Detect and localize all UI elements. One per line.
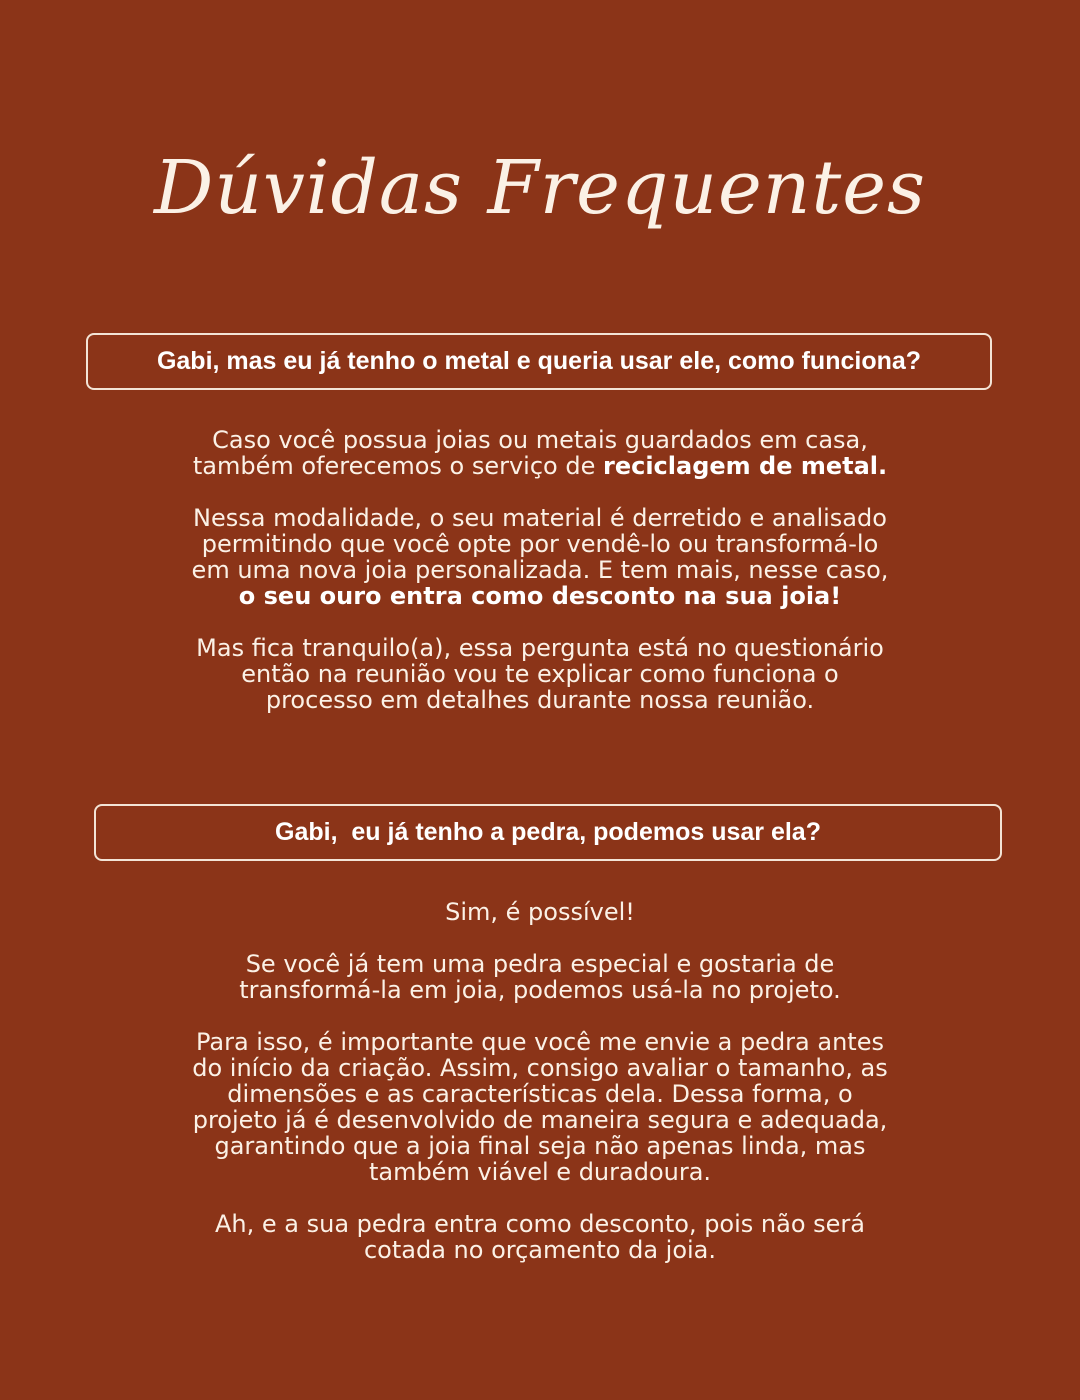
- answer-line: transformá-la em joia, podemos usá-la no projeto.: [239, 976, 841, 1004]
- answer-line: Sim, é possível!: [445, 898, 635, 926]
- answer-line: permitindo que você opte por vendê-lo ou transformá-lo: [201, 530, 879, 558]
- answer-text: também oferecemos o serviço de: [192, 452, 603, 480]
- answer-line: garantindo que a joia final seja não apenas linda, mas: [214, 1132, 866, 1160]
- answer-paragraph: [0, 505, 1080, 609]
- faq-question-2: Gabi, eu já tenho a pedra, podemos usar ela?: [94, 804, 1002, 861]
- page-title: Dúvidas Frequentes: [154, 145, 926, 231]
- answer-line: Se você já tem uma pedra especial e gostaria de: [245, 950, 835, 978]
- answer-paragraph: [0, 1211, 1080, 1263]
- highlight-text: o seu ouro entra como desconto na sua joia!: [238, 582, 842, 610]
- answer-paragraph: [0, 635, 1080, 713]
- answer-line: Para isso, é importante que você me envie a pedra antes: [196, 1028, 884, 1056]
- answer-line: dimensões e as características dela. Dessa forma, o: [227, 1080, 853, 1108]
- highlight-text: reciclagem de metal.: [602, 452, 888, 480]
- answer-line: projeto já é desenvolvido de maneira segura e adequada,: [192, 1106, 888, 1134]
- answer-paragraph: [0, 1029, 1080, 1185]
- answer-line: cotada no orçamento da joia.: [363, 1236, 717, 1264]
- answer-line: também viável e duradoura.: [368, 1158, 712, 1186]
- answer-paragraph: [0, 899, 1080, 925]
- answer-paragraph: [0, 427, 1080, 479]
- answer-line: Nessa modalidade, o seu material é derretido e analisado: [193, 504, 887, 532]
- answer-line: do início da criação. Assim, consigo avaliar o tamanho, as: [192, 1054, 888, 1082]
- answer-line: então na reunião vou te explicar como funciona o: [241, 660, 839, 688]
- faq-answer-1: [0, 427, 1080, 713]
- faq-answer-2: [0, 899, 1080, 1263]
- answer-line: Ah, e a sua pedra entra como desconto, pois não será: [214, 1210, 865, 1238]
- answer-paragraph: [0, 951, 1080, 1003]
- answer-line: [0, 453, 1080, 479]
- answer-line: processo em detalhes durante nossa reunião.: [265, 686, 815, 714]
- answer-line: Caso você possua joias ou metais guardados em casa,: [212, 426, 868, 454]
- answer-line: em uma nova joia personalizada. E tem mais, nesse caso,: [191, 556, 889, 584]
- faq-question-1: Gabi, mas eu já tenho o metal e queria usar ele, como funciona?: [86, 333, 992, 390]
- answer-line: Mas fica tranquilo(a), essa pergunta está no questionário: [196, 634, 884, 662]
